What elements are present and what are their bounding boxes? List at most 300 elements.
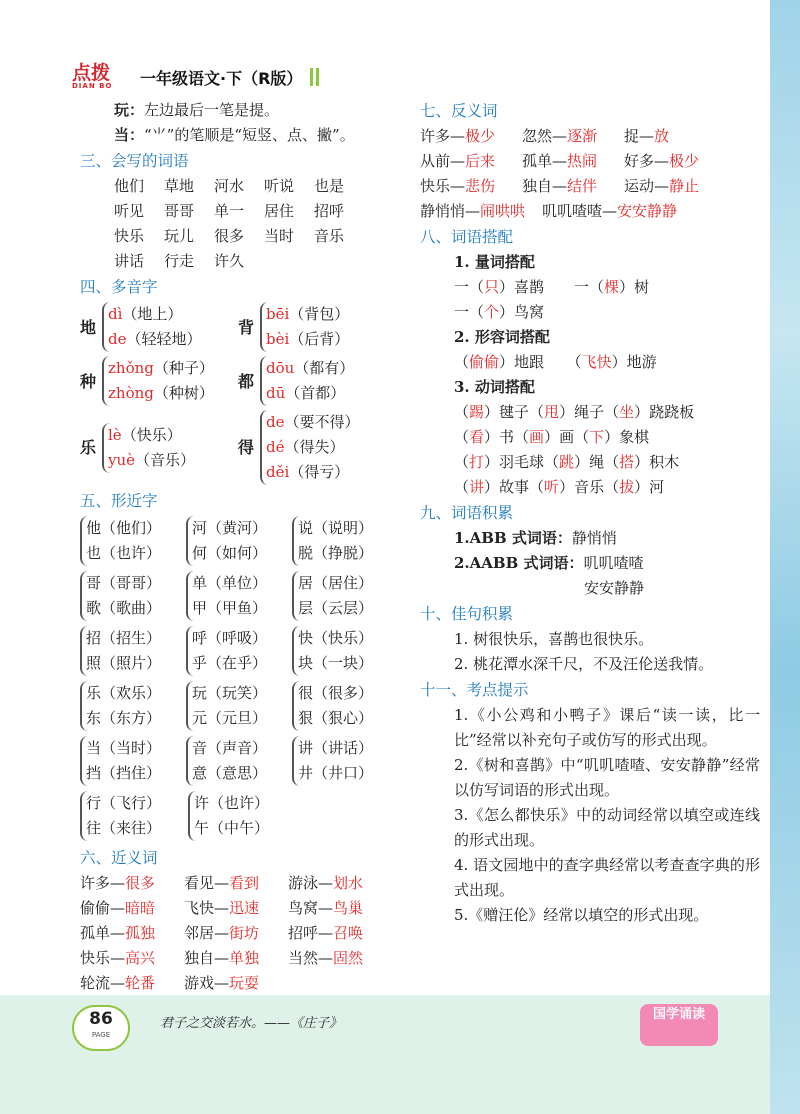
similar-group bbox=[80, 626, 186, 676]
antonym-pair bbox=[420, 174, 522, 199]
subsection-measure-words: 1. 量词搭配 bbox=[454, 253, 535, 271]
antonym-pair bbox=[420, 149, 522, 174]
similar-item: 许（也许） bbox=[194, 794, 270, 812]
text-run: ）绳子（ bbox=[559, 403, 620, 421]
similar-row bbox=[80, 736, 398, 786]
text-run: ）地游 bbox=[611, 353, 657, 371]
similar-item: 乎（在乎） bbox=[192, 654, 268, 672]
text-run: （ bbox=[454, 403, 470, 421]
word: 河水 bbox=[214, 177, 245, 195]
collocation-line bbox=[420, 450, 760, 475]
pinyin: dì bbox=[108, 305, 123, 323]
text-run: ）积木 bbox=[634, 453, 680, 471]
word: 听说 bbox=[264, 177, 295, 195]
stroke-note bbox=[80, 98, 398, 123]
antonym-row bbox=[420, 149, 760, 174]
exam-tip: 3.《怎么都快乐》中的动词经常以填空或连线的形式出现。 bbox=[454, 806, 760, 849]
similar-item: 午（中午） bbox=[194, 819, 270, 837]
synonym-pair-a: 招呼— bbox=[288, 924, 334, 942]
word: 玩儿 bbox=[164, 227, 195, 245]
polyphone-char: 乐 bbox=[80, 438, 97, 457]
section-title-writing-words: 三、会写的词语 bbox=[80, 152, 189, 170]
polyphone-reading bbox=[266, 327, 349, 352]
word: 讲话 bbox=[114, 252, 145, 270]
pinyin: děi bbox=[266, 463, 290, 481]
text-run: ）毽子（ bbox=[484, 403, 545, 421]
synonym-pair bbox=[80, 896, 184, 921]
antonym-pair-a: 好多— bbox=[624, 152, 670, 170]
similar-row bbox=[80, 626, 398, 676]
section-title-word-accumulation: 九、词语积累 bbox=[420, 504, 514, 522]
similar-item: 往（来往） bbox=[86, 819, 162, 837]
section-title-exam-tips: 十一、考点提示 bbox=[420, 681, 529, 699]
polyphone-row bbox=[80, 302, 398, 352]
word-row bbox=[80, 174, 398, 199]
example-word: （首都） bbox=[285, 384, 346, 402]
similar-group bbox=[80, 681, 186, 731]
word: 许久 bbox=[214, 252, 245, 270]
text-run: ）绳（ bbox=[574, 453, 620, 471]
section-title-synonyms: 六、近义词 bbox=[80, 849, 158, 867]
synonym-pair-b: 街坊 bbox=[229, 924, 260, 942]
text-run: ）象棋 bbox=[604, 428, 650, 446]
polyphone-group bbox=[238, 356, 396, 406]
antonym-pair-a: 捉— bbox=[624, 127, 655, 145]
antonym-pair bbox=[420, 124, 522, 149]
answer-word: 棵 bbox=[604, 278, 620, 296]
similar-item: 照（照片） bbox=[86, 654, 162, 672]
text-run: ）喜鹊 一（ bbox=[499, 278, 605, 296]
synonym-pair-b: 暗暗 bbox=[125, 899, 156, 917]
collocation-line bbox=[420, 400, 760, 425]
text-run: ）羽毛球（ bbox=[484, 453, 560, 471]
similar-item: 东（东方） bbox=[86, 709, 162, 727]
word: 快乐 bbox=[114, 227, 145, 245]
polyphone-char: 得 bbox=[238, 438, 255, 457]
synonym-pair-a: 游泳— bbox=[288, 874, 334, 892]
page-number: 86 bbox=[89, 1009, 113, 1029]
answer-word: 画 bbox=[529, 428, 545, 446]
answer-word: 下 bbox=[589, 428, 605, 446]
aabb-line bbox=[420, 551, 760, 576]
pinyin: yuè bbox=[108, 450, 136, 469]
polyphone-reading bbox=[108, 448, 195, 473]
similar-item: 甲（甲鱼） bbox=[192, 599, 268, 617]
similar-brace bbox=[80, 516, 180, 566]
similar-item: 也（也许） bbox=[86, 544, 162, 562]
example-word: （种树） bbox=[153, 384, 214, 402]
word: 他们 bbox=[114, 177, 145, 195]
word: 哥哥 bbox=[164, 202, 195, 220]
polyphone-reading bbox=[266, 356, 354, 381]
text-run: ）地跟 （ bbox=[499, 353, 582, 371]
synonym-pair-b: 轮番 bbox=[125, 974, 156, 992]
synonym-grid bbox=[80, 871, 398, 996]
example-word: （音乐） bbox=[135, 450, 196, 469]
similar-brace bbox=[292, 571, 392, 621]
polyphone-reading bbox=[108, 356, 214, 381]
similar-item: 哥（哥哥） bbox=[86, 574, 162, 592]
similar-item: 层（云层） bbox=[298, 599, 374, 617]
similar-item: 单（单位） bbox=[192, 574, 268, 592]
similar-brace bbox=[292, 516, 392, 566]
pinyin: zhòng bbox=[108, 384, 154, 402]
synonym-pair-a: 邻居— bbox=[184, 924, 230, 942]
page-header bbox=[72, 62, 319, 92]
synonym-pair-b: 划水 bbox=[333, 874, 364, 892]
section-title-polyphones: 四、多音字 bbox=[80, 278, 158, 296]
example-word: （快乐） bbox=[121, 425, 182, 444]
example-word: （种子） bbox=[153, 359, 214, 377]
synonym-pair-a: 游戏— bbox=[184, 974, 230, 992]
synonym-pair bbox=[288, 946, 398, 971]
polyphone-reading bbox=[266, 435, 360, 460]
similar-item: 块（一块） bbox=[298, 654, 374, 672]
polyphone-char: 种 bbox=[80, 371, 97, 391]
sentence-line: 1. 树很快乐，喜鹊也很快乐。 bbox=[454, 630, 654, 648]
synonym-pair-a: 鸟窝— bbox=[288, 899, 334, 917]
antonym-row bbox=[420, 199, 760, 224]
antonym-pair-b: 热闹 bbox=[567, 152, 598, 170]
stroke-note-text: 左边最后一笔是提。 bbox=[144, 101, 280, 119]
text-run: ）画（ bbox=[544, 428, 590, 446]
similar-brace bbox=[80, 626, 180, 676]
section-title-antonyms: 七、反义词 bbox=[420, 102, 498, 120]
sentence-line: 2. 桃花潭水深千尺，不及汪伦送我情。 bbox=[454, 655, 714, 673]
antonym-pair-b: 安安静静 bbox=[617, 202, 678, 220]
polyphone-group bbox=[80, 356, 238, 406]
collocation-line bbox=[420, 275, 760, 300]
similar-group bbox=[186, 571, 292, 621]
left-column bbox=[80, 98, 398, 996]
section-title-sentences: 十、佳句积累 bbox=[420, 605, 514, 623]
similar-item: 意（意思） bbox=[192, 764, 268, 782]
word: 很多 bbox=[214, 227, 245, 245]
right-decorative-strip bbox=[770, 0, 800, 1114]
similar-item: 玩（玩笑） bbox=[192, 684, 268, 702]
similar-item: 讲（讲话） bbox=[298, 739, 374, 757]
page-label: PAGE bbox=[91, 1031, 111, 1039]
pinyin: de bbox=[108, 330, 127, 348]
similar-group bbox=[292, 626, 398, 676]
word: 草地 bbox=[164, 177, 195, 195]
polyphone-row bbox=[80, 356, 398, 406]
answer-word: 个 bbox=[484, 303, 500, 321]
example-word: （都有） bbox=[294, 359, 355, 377]
similar-item: 河（黄河） bbox=[192, 519, 268, 537]
polyphone-char: 都 bbox=[238, 371, 255, 391]
text-run: ）鸟窝 bbox=[499, 303, 545, 321]
similar-group bbox=[80, 571, 186, 621]
text-run: ）故事（ bbox=[484, 478, 545, 496]
synonym-pair-b: 看到 bbox=[229, 874, 260, 892]
similar-item: 呼（呼吸） bbox=[192, 629, 268, 647]
collocation-line bbox=[420, 300, 760, 325]
synonym-pair-b: 玩耍 bbox=[229, 974, 260, 992]
similar-item: 挡（挡住） bbox=[86, 764, 162, 782]
stroke-note bbox=[80, 123, 398, 148]
similar-item: 居（居住） bbox=[298, 574, 374, 592]
book-title: 一年级语文·下（R版） bbox=[140, 68, 303, 88]
antonym-pair-a: 快乐— bbox=[420, 177, 466, 195]
antonym-pair-a: 运动— bbox=[624, 177, 670, 195]
antonym-pair-b: 闹哄哄 bbox=[480, 202, 526, 220]
polyphone-group bbox=[80, 302, 238, 352]
text-run: （ bbox=[454, 428, 470, 446]
aabb-value-2: 安安静静 bbox=[584, 579, 645, 597]
polyphone-row bbox=[80, 410, 398, 485]
footer-quote: 君子之交淡若水。——《庄子》 bbox=[160, 1016, 343, 1031]
similar-item: 行（飞行） bbox=[86, 794, 162, 812]
synonym-pair bbox=[80, 871, 184, 896]
polyphone-reading bbox=[266, 302, 349, 327]
polyphone-reading bbox=[108, 381, 214, 406]
synonym-pair bbox=[80, 971, 184, 996]
subsection-verbs: 3. 动词搭配 bbox=[454, 378, 535, 396]
synonym-pair-a: 轮流— bbox=[80, 974, 126, 992]
word: 行走 bbox=[164, 252, 195, 270]
similar-brace bbox=[188, 791, 290, 841]
similar-brace bbox=[80, 791, 182, 841]
answer-word: 讲 bbox=[469, 478, 485, 496]
similar-item: 元（元旦） bbox=[192, 709, 268, 727]
text-run: （ bbox=[454, 353, 470, 371]
similar-item: 何（如何） bbox=[192, 544, 268, 562]
antonym-pair bbox=[624, 124, 744, 149]
polyphone-char: 背 bbox=[238, 317, 255, 337]
synonym-pair-b: 单独 bbox=[229, 949, 260, 967]
similar-item: 说（说明） bbox=[298, 519, 374, 537]
pinyin: zhǒng bbox=[108, 359, 154, 377]
antonym-pair-a: 从前— bbox=[420, 152, 466, 170]
abb-value: 静悄悄 bbox=[571, 529, 617, 547]
example-word: （背包） bbox=[289, 305, 350, 323]
antonym-pair bbox=[522, 174, 624, 199]
similar-group bbox=[80, 791, 188, 841]
similar-item: 当（当时） bbox=[86, 739, 162, 757]
synonym-pair bbox=[184, 946, 288, 971]
similar-group bbox=[186, 736, 292, 786]
synonym-pair bbox=[288, 896, 398, 921]
subsection-adjectives: 2. 形容词搭配 bbox=[454, 328, 550, 346]
similar-group bbox=[292, 736, 398, 786]
similar-group bbox=[186, 516, 292, 566]
similar-brace bbox=[80, 571, 180, 621]
brand-logo: 点拨 DIAN BO bbox=[72, 62, 113, 90]
pinyin: dé bbox=[266, 438, 285, 456]
collocation-line bbox=[420, 350, 760, 375]
text-run: ）跷跷板 bbox=[634, 403, 695, 421]
synonym-pair-b: 高兴 bbox=[125, 949, 156, 967]
polyphone-reading bbox=[266, 460, 360, 485]
antonym-pair bbox=[420, 199, 542, 224]
synonym-pair bbox=[184, 871, 288, 896]
similar-brace bbox=[80, 681, 180, 731]
answer-word: 跳 bbox=[559, 453, 575, 471]
similar-brace bbox=[292, 681, 392, 731]
synonym-pair bbox=[184, 971, 288, 996]
similar-group bbox=[186, 626, 292, 676]
similar-item: 井（井口） bbox=[298, 764, 374, 782]
synonym-pair-b: 很多 bbox=[125, 874, 156, 892]
antonym-pair-a: 叽叽喳喳— bbox=[542, 202, 618, 220]
example-word: （后背） bbox=[289, 330, 350, 348]
polyphone-brace bbox=[102, 302, 202, 352]
text-run: （ bbox=[454, 453, 470, 471]
answer-word: 打 bbox=[469, 453, 485, 471]
similar-brace bbox=[186, 736, 286, 786]
antonym-pair-a: 独自— bbox=[522, 177, 568, 195]
page-number-badge bbox=[72, 1005, 130, 1051]
aabb-label: 2.AABB 式词语： bbox=[454, 554, 584, 572]
word-row bbox=[80, 249, 398, 274]
similar-brace bbox=[186, 516, 286, 566]
polyphone-group bbox=[80, 423, 238, 473]
synonym-pair-b: 鸟巢 bbox=[333, 899, 364, 917]
polyphone-brace bbox=[260, 356, 354, 406]
answer-word: 偷偷 bbox=[469, 353, 500, 371]
section-title-similar-chars: 五、形近字 bbox=[80, 492, 158, 510]
abb-line bbox=[420, 526, 760, 551]
pinyin: bèi bbox=[266, 330, 290, 348]
answer-word: 踢 bbox=[469, 403, 485, 421]
synonym-pair-b: 召唤 bbox=[333, 924, 364, 942]
pinyin: bēi bbox=[266, 305, 290, 323]
answer-word: 甩 bbox=[544, 403, 560, 421]
collocation-line bbox=[420, 425, 760, 450]
polyphone-char: 地 bbox=[80, 317, 97, 337]
similar-item: 歌（歌曲） bbox=[86, 599, 162, 617]
similar-group bbox=[188, 791, 296, 841]
antonym-pair-b: 悲伤 bbox=[465, 177, 496, 195]
antonym-pair-b: 放 bbox=[654, 127, 670, 145]
similar-group bbox=[80, 736, 186, 786]
similar-item: 快（快乐） bbox=[298, 629, 374, 647]
collocation-line bbox=[420, 475, 760, 500]
right-column bbox=[420, 98, 760, 928]
similar-group bbox=[292, 571, 398, 621]
word: 居住 bbox=[264, 202, 295, 220]
text-run: ）书（ bbox=[484, 428, 530, 446]
synonym-pair-b: 迅速 bbox=[229, 899, 260, 917]
stroke-note-text: “⺌”的笔顺是“短竖、点、撇”。 bbox=[144, 126, 355, 144]
exam-tip: 5.《赠汪伦》经常以填空的形式出现。 bbox=[454, 906, 709, 924]
answer-word: 搭 bbox=[619, 453, 635, 471]
answer-word: 坐 bbox=[619, 403, 635, 421]
antonym-pair bbox=[522, 124, 624, 149]
similar-row bbox=[80, 681, 398, 731]
synonym-pair bbox=[80, 921, 184, 946]
similar-row bbox=[80, 516, 398, 566]
antonym-pair bbox=[624, 174, 744, 199]
polyphone-group bbox=[238, 410, 396, 485]
answer-word: 拔 bbox=[619, 478, 635, 496]
similar-row bbox=[80, 571, 398, 621]
antonym-pair bbox=[542, 199, 742, 224]
word-row bbox=[80, 199, 398, 224]
similar-group bbox=[292, 516, 398, 566]
similar-item: 脱（挣脱） bbox=[298, 544, 374, 562]
header-bars bbox=[310, 68, 319, 86]
similar-item: 乐（欢乐） bbox=[86, 684, 162, 702]
similar-brace bbox=[292, 736, 392, 786]
text-run: 一（ bbox=[454, 303, 485, 321]
synonym-pair bbox=[184, 896, 288, 921]
pinyin: de bbox=[266, 413, 285, 431]
answer-word: 看 bbox=[469, 428, 485, 446]
section-title-collocations: 八、词语搭配 bbox=[420, 228, 514, 246]
exam-tip: 4. 语文园地中的查字典经常以考查查字典的形式出现。 bbox=[454, 856, 760, 899]
example-word: （轻轻地） bbox=[126, 330, 202, 348]
word: 招呼 bbox=[314, 202, 345, 220]
antonym-pair-b: 静止 bbox=[669, 177, 700, 195]
word: 也是 bbox=[314, 177, 345, 195]
synonym-pair bbox=[80, 946, 184, 971]
polyphone-reading bbox=[108, 302, 202, 327]
antonym-pair-a: 静悄悄— bbox=[420, 202, 481, 220]
similar-item: 音（声音） bbox=[192, 739, 268, 757]
example-word: （得亏） bbox=[289, 463, 350, 481]
exam-tip: 2.《树和喜鹊》中“叽叽喳喳、安安静静”经常以仿写词语的形式出现。 bbox=[454, 756, 760, 799]
example-word: （地上） bbox=[122, 305, 183, 323]
polyphone-brace bbox=[260, 302, 349, 352]
antonym-pair-a: 许多— bbox=[420, 127, 466, 145]
similar-brace bbox=[292, 626, 392, 676]
guoxue-stamp: 国学诵读 bbox=[640, 1004, 718, 1046]
word: 单一 bbox=[214, 202, 245, 220]
antonym-pair-b: 极少 bbox=[465, 127, 496, 145]
synonym-pair bbox=[184, 921, 288, 946]
similar-brace bbox=[186, 681, 286, 731]
pinyin: lè bbox=[108, 425, 122, 444]
polyphone-group bbox=[238, 302, 396, 352]
antonym-grid bbox=[420, 124, 760, 224]
antonym-pair-a: 孤单— bbox=[522, 152, 568, 170]
stroke-note-char: 玩： bbox=[114, 101, 145, 119]
polyphone-brace bbox=[102, 356, 214, 406]
abb-label: 1.ABB 式词语： bbox=[454, 529, 572, 547]
antonym-pair-b: 极少 bbox=[669, 152, 700, 170]
word-row bbox=[80, 224, 398, 249]
synonym-pair-a: 看见— bbox=[184, 874, 230, 892]
synonym-pair-a: 许多— bbox=[80, 874, 126, 892]
similar-brace bbox=[80, 736, 180, 786]
polyphone-brace bbox=[102, 423, 195, 473]
word: 听见 bbox=[114, 202, 145, 220]
answer-word: 听 bbox=[544, 478, 560, 496]
antonym-pair-b: 结伴 bbox=[567, 177, 598, 195]
text-run: 一（ bbox=[454, 278, 485, 296]
aabb-value: 叽叽喳喳 bbox=[583, 554, 644, 572]
antonym-pair bbox=[522, 149, 624, 174]
synonym-pair-b: 孤独 bbox=[125, 924, 156, 942]
text-run: （ bbox=[454, 478, 470, 496]
similar-brace bbox=[186, 571, 286, 621]
pinyin: dōu bbox=[266, 359, 295, 377]
stroke-note-char: 当： bbox=[114, 126, 145, 144]
antonym-pair-a: 忽然— bbox=[522, 127, 568, 145]
example-word: （得失） bbox=[284, 438, 345, 456]
text-run: ）河 bbox=[634, 478, 665, 496]
similar-group bbox=[186, 681, 292, 731]
polyphone-brace bbox=[260, 410, 360, 485]
similar-item: 他（他们） bbox=[86, 519, 162, 537]
word: 音乐 bbox=[314, 227, 345, 245]
synonym-pair-a: 快乐— bbox=[80, 949, 126, 967]
synonym-pair bbox=[288, 871, 398, 896]
synonym-pair-b: 固然 bbox=[333, 949, 364, 967]
pinyin: dū bbox=[266, 384, 286, 402]
